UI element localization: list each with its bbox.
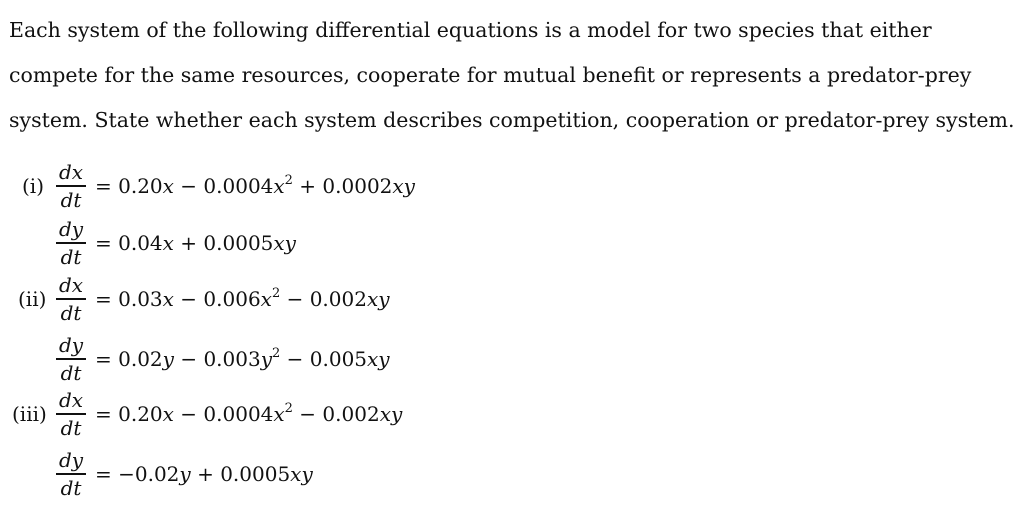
fraction-bar bbox=[56, 242, 86, 243]
equation-rhs: = $0.03x - 0.006x^2 - 0.002xy$ bbox=[95, 286, 390, 311]
derivative-fraction bbox=[56, 215, 86, 271]
equation-ii-dx bbox=[0, 271, 1024, 327]
fraction-denominator: dt bbox=[60, 187, 82, 212]
derivative-fraction bbox=[56, 331, 86, 387]
derivative-fraction bbox=[56, 386, 86, 442]
fraction-numerator: dy bbox=[58, 448, 84, 473]
problem-statement: Each system of the following differential equations is a model for two species that either compete for the same resources, cooperate for mutual benefit or represents a predator-prey system. State whether each system describes competition, cooperation or predator-prey system. bbox=[9, 18, 1015, 132]
equation-rhs: = $0.20x - 0.0004x^2 + 0.0002xy$ bbox=[95, 173, 415, 198]
fraction-denominator: dt bbox=[60, 244, 82, 269]
equation-rhs: = 0.04x + 0.0005xy bbox=[95, 231, 296, 255]
system-label-iii: (iii) bbox=[12, 402, 47, 426]
equation-iii-dy bbox=[0, 446, 1024, 502]
fraction-numerator: dx bbox=[58, 160, 84, 185]
fraction-numerator: dx bbox=[58, 273, 84, 298]
equation-rhs: = $0.20x - 0.0004x^2 - 0.002xy$ bbox=[95, 401, 403, 426]
equation-ii-dy bbox=[0, 331, 1024, 387]
fraction-bar bbox=[56, 473, 86, 474]
system-label-i: (i) bbox=[22, 174, 45, 198]
derivative-fraction bbox=[56, 158, 86, 214]
equation-rhs: = −0.02y + 0.0005xy bbox=[95, 462, 313, 486]
fraction-bar bbox=[56, 358, 86, 359]
fraction-denominator: dt bbox=[60, 415, 82, 440]
fraction-numerator: dx bbox=[58, 388, 84, 413]
fraction-bar bbox=[56, 185, 86, 186]
equation-i-dx bbox=[0, 158, 1024, 214]
derivative-fraction bbox=[56, 446, 86, 502]
fraction-bar bbox=[56, 298, 86, 299]
equation-i-dy bbox=[0, 215, 1024, 271]
fraction-denominator: dt bbox=[60, 300, 82, 325]
fraction-denominator: dt bbox=[60, 475, 82, 500]
fraction-numerator: dy bbox=[58, 217, 84, 242]
equation-rhs: = $0.02y - 0.003y^2 - 0.005xy$ bbox=[95, 346, 390, 371]
derivative-fraction bbox=[56, 271, 86, 327]
fraction-bar bbox=[56, 413, 86, 414]
fraction-denominator: dt bbox=[60, 360, 82, 385]
equation-iii-dx bbox=[0, 386, 1024, 442]
fraction-numerator: dy bbox=[58, 333, 84, 358]
system-label-ii: (ii) bbox=[18, 287, 47, 311]
